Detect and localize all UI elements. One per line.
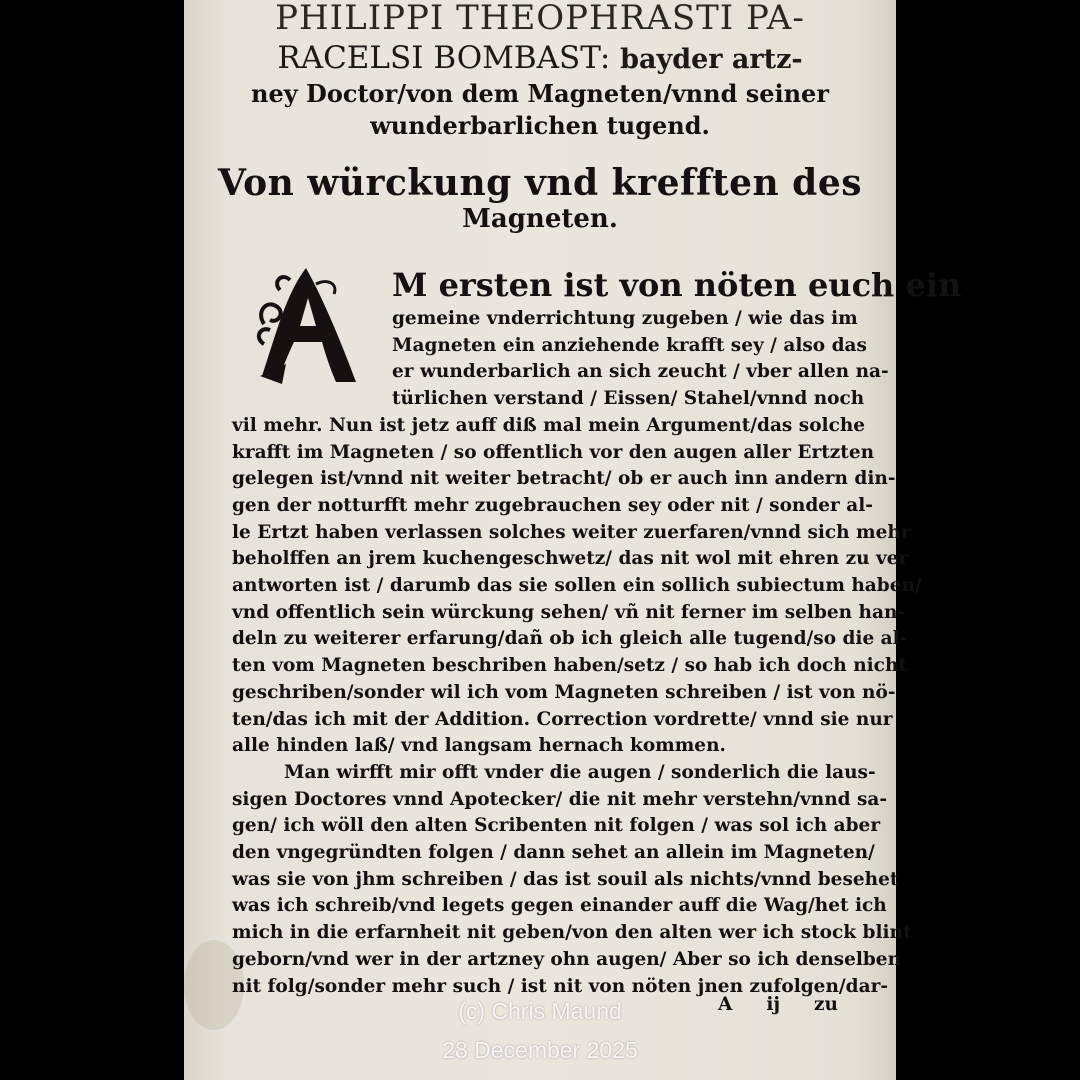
body-line: vil mehr. Nun ist jetz auff diß mal mein Argument/das solche xyxy=(232,414,866,436)
body-line: deln zu weiterer erfarung/dañ ob ich gleich alle tugend/so die al- xyxy=(232,628,908,650)
header-line-3: ney Doctor/von dem Magneten/vnnd seiner xyxy=(251,79,829,108)
body-line: gelegen ist/vnnd nit weiter betracht/ ob er auch inn andern din- xyxy=(232,468,896,490)
first-line: M ersten ist von nöten euch ein xyxy=(392,266,962,304)
body-line: krafft im Magneten / so offentlich vor den augen aller Ertzten xyxy=(232,441,875,463)
body-line: gen/ ich wöll den alten Scribenten nit folgen / was sol ich aber xyxy=(232,815,881,837)
watermark-credit: (c) Chris Maund xyxy=(458,998,622,1024)
body-line: gen der notturfft mehr zugebrauchen sey oder nit / sonder al- xyxy=(232,494,873,516)
book-page xyxy=(184,0,962,1080)
body-line: gemeine vnderrichtung zugeben / wie das im xyxy=(392,308,858,329)
body-line: was sie von jhm schreiben / das ist souil als nichts/vnnd besehet xyxy=(232,868,899,890)
body-line: türlichen verstand / Eissen/ Stahel/vnnd noch xyxy=(392,388,865,410)
header-line-2-caps: RACELSI BOMBAST: xyxy=(277,40,611,76)
body-line: geborn/vnd wer in der artzney ohn augen/ Aber so ich denselben xyxy=(232,948,902,970)
chapter-title-2: Magneten. xyxy=(462,204,618,234)
body-line: nit folg/sonder mehr such / ist nit von nöten jnen zufolgen/dar- xyxy=(232,975,889,997)
body-line: er wunderbarlich an sich zeucht / vber allen na- xyxy=(392,361,889,383)
body-line: le Ertzt haben verlassen solches weiter zuerfaren/vnnd sich mehr xyxy=(232,521,911,543)
body-line: Magneten ein anziehende krafft sey / also das xyxy=(392,334,867,356)
body-line: vnd offentlich sein würckung sehen/ vñ nit ferner im selben han- xyxy=(232,601,906,623)
body-line: Man wirfft mir offt vnder die augen / sonderlich die laus- xyxy=(284,761,876,783)
signature-mark: A ij zu xyxy=(718,994,838,1015)
header-line-2-rest: bayder artz- xyxy=(620,44,803,75)
chapter-title: Von würckung vnd krefften des xyxy=(217,162,863,204)
body-line: alle hinden laß/ vnd langsam hernach kommen. xyxy=(232,735,726,757)
watermark-date: 28 December 2025 xyxy=(442,1037,638,1063)
body-line: geschriben/sonder wil ich vom Magneten schreiben / ist von nö- xyxy=(232,681,896,703)
body-line: antworten ist / darumb das sie sollen ein sollich subiectum haben/ xyxy=(232,575,922,596)
body-line: den vngegründten folgen / dann sehet an allein im Magneten/ xyxy=(232,842,875,863)
drop-cap-initial xyxy=(256,264,360,388)
body-line: ten vom Magneten beschriben haben/setz / so hab ich doch nicht xyxy=(232,655,907,677)
header-line-2 xyxy=(184,40,896,78)
body-line: mich in die erfarnheit nit geben/von den alten wer ich stock blint xyxy=(232,922,912,944)
body-line: was ich schreib/vnd legets gegen einander auff die Wag/het ich xyxy=(232,895,887,917)
body-line: ten/das ich mit der Addition. Correction vordrette/ vnnd sie nur xyxy=(232,708,893,730)
header-line-1: PHILIPPI THEOPHRASTI PA- xyxy=(275,0,805,38)
body-line: sigen Doctores vnnd Apotecker/ die nit mehr verstehn/vnnd sa- xyxy=(232,788,888,810)
header-line-4: wunderbarlichen tugend. xyxy=(370,111,710,140)
body-line: beholffen an jrem kuchengeschwetz/ das nit wol mit ehren zu ver xyxy=(232,548,909,570)
